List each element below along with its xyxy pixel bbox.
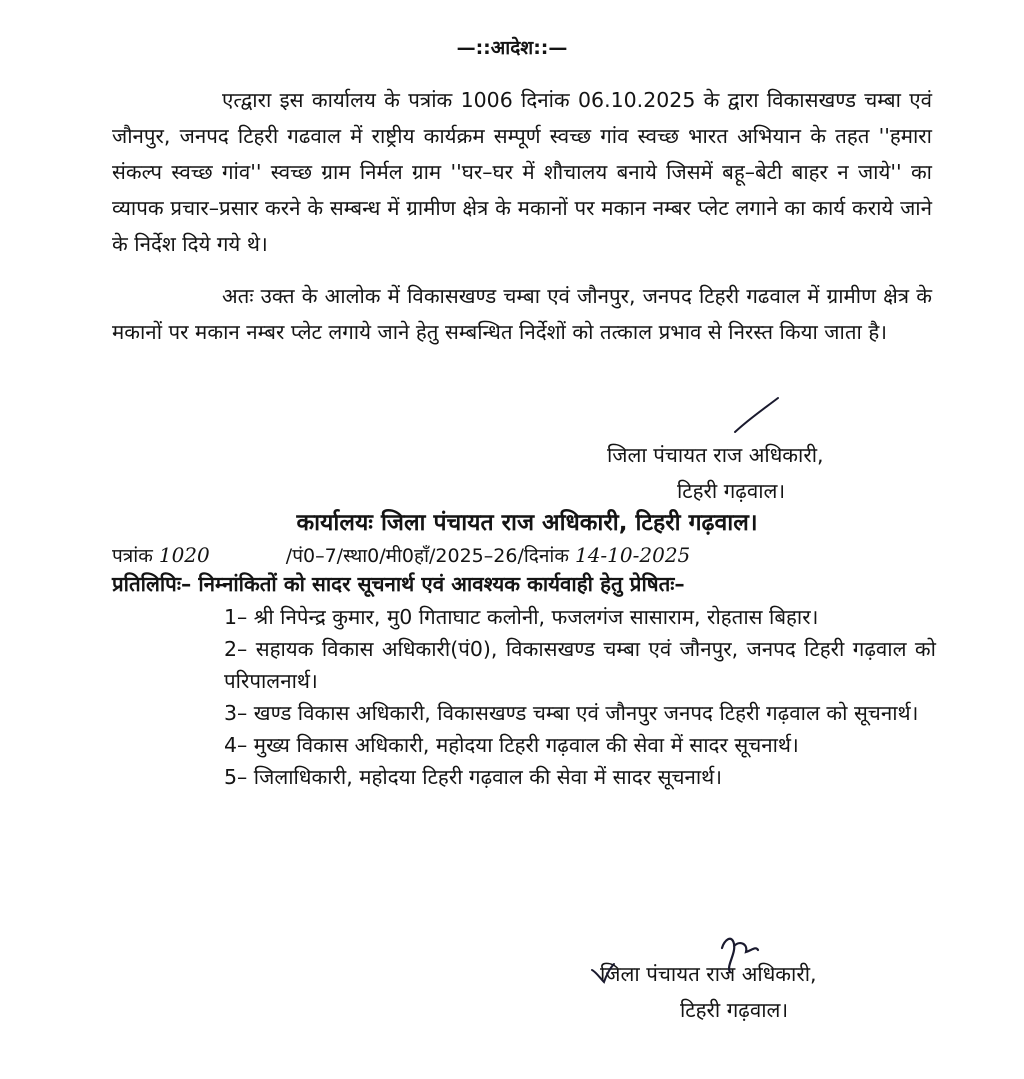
order-paragraph-2: अतः उक्त के आलोक में विकासखण्ड चम्बा एवं जौनपुर, जनपद टिहरी गढवाल में ग्रामीण क्षेत्र के मकानों पर मकान नम्बर प्लेट लगाये जाने हेतु सम्बन्धित निर्देशों को तत्काल प्रभाव से निरस्त किया जाता है। <box>112 284 932 344</box>
list-item: 1– श्री निपेन्द्र कुमार, मु0 गिताघाट कलोनी, फजलगंज सासाराम, रोहतास बिहार। <box>224 605 819 629</box>
signatory-district: टिहरी गढ़वाल। <box>677 479 786 503</box>
list-item: 3– खण्ड विकास अधिकारी, विकासखण्ड चम्बा एवं जौनपुर जनपद टिहरी गढ़वाल को सूचनार्थ। <box>224 701 919 725</box>
office-heading: कार्यालयः जिला पंचायत राज अधिकारी, टिहरी गढ़वाल। <box>296 510 758 536</box>
signatory-designation: जिला पंचायत राज अधिकारी, <box>607 443 824 467</box>
reference-code: /पं0–7/स्था0/मी0हाँ/2025–26/दिनांक <box>285 545 569 567</box>
list-item: 2– सहायक विकास अधिकारी(पं0), विकासखण्ड चम्बा एवं जौनपुर, जनपद टिहरी गढ़वाल को परिपालनार्थ। <box>224 637 936 693</box>
tick-mark <box>592 964 614 982</box>
reference-prefix: पत्रांक <box>112 545 153 567</box>
signature-stroke-1 <box>735 398 778 432</box>
order-title: —::आदेश::— <box>456 37 568 59</box>
copy-to-label: प्रतिलिपिः– <box>112 572 192 596</box>
signatory-district: टिहरी गढ़वाल। <box>680 998 789 1022</box>
list-item: 4– मुख्य विकास अधिकारी, महोदया टिहरी गढ़वाल की सेवा में सादर सूचनार्थ। <box>224 733 799 757</box>
handwritten-date: 14-10-2025 <box>574 543 691 567</box>
order-paragraph-1: एत्द्वारा इस कार्यालय के पत्रांक 1006 दिनांक 06.10.2025 के द्वारा विकासखण्ड चम्बा एवं जौनपुर, जनपद टिहरी गढवाल में राष्ट्रीय कार्यक्रम सम्पूर्ण स्वच्छ गांव स्वच्छ भारत अभियान के तहत ''हमारा संकल्प स्वच्छ गांव'' स्वच्छ ग्राम निर्मल ग्राम ''घर–घर में शौचालय बनाये जिसमें बहू–बेटी बाहर न जाये'' का व्यापक प्रचार–प्रसार करने के सम्बन्ध में ग्रामीण क्षेत्र के मकानों पर मकान नम्बर प्लेट लगाने का कार्य कराये जाने के निर्देश दिये गये थे। <box>112 88 932 256</box>
signature-stroke-2 <box>722 939 758 972</box>
signatory-designation: जिला पंचायत राज अधिकारी, <box>600 962 817 986</box>
list-item: 5– जिलाधिकारी, महोदया टिहरी गढ़वाल की सेवा में सादर सूचनार्थ। <box>224 765 723 789</box>
handwritten-reference-number: 1020 <box>158 543 210 567</box>
copy-to-text: निम्नांकितों को सादर सूचनार्थ एवं आवश्यक कार्यवाही हेतु प्रेषितः– <box>198 572 685 596</box>
